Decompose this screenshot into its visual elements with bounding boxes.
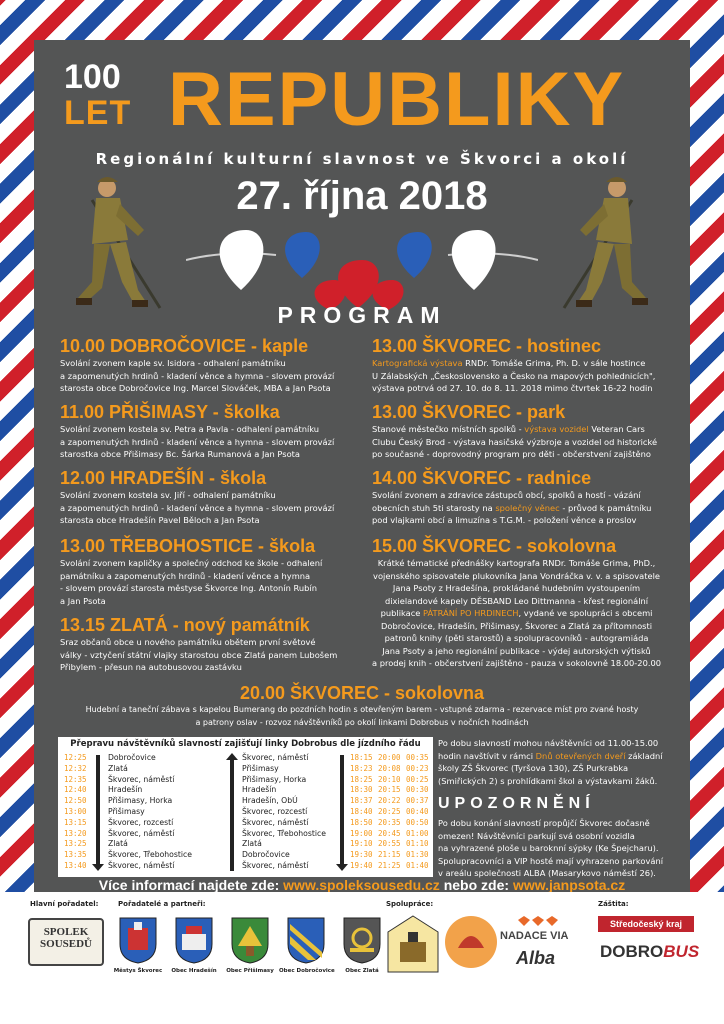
event-skvorec-radnice [372, 468, 651, 527]
event-line: Sraz občanů obce u nového památníku obětem první světové [60, 637, 316, 647]
event-evening [34, 683, 690, 729]
bus-timetable [58, 737, 433, 877]
event-line: publikace PÁTRÁNÍ PO HRDINECH, vydané ve spolupráci s obcemi [380, 608, 653, 618]
event-line: patronů knihy (pěti starostů) a spolupracovníků - autogramiáda [384, 633, 649, 643]
patronage-label: Záštita: [598, 900, 629, 908]
warning-line: omezen! Návštěvníci parkují svá osobní vozidla [438, 830, 635, 841]
departure-time: 20:55 [378, 839, 401, 849]
bus-stop: Škvorec, Třebohostice [242, 828, 326, 838]
bus-stop: Škvorec, náměstí [242, 817, 309, 827]
main-organizer-label: Hlavní pořadatel: [30, 900, 99, 908]
bus-stop: Zlatá [108, 763, 128, 773]
soldier-right-icon [562, 170, 662, 310]
departure-time: 01:00 [406, 828, 429, 838]
event-skvorec-park [372, 402, 657, 461]
sponsors-strip [0, 892, 724, 1024]
event-line: Clubu Český Brod - výstava hasičské výzbroje a vozidel od historické [372, 436, 658, 447]
departure-time: 21:15 [378, 850, 401, 860]
departure-time: 12:40 [64, 785, 87, 795]
departure-time: 13:40 [64, 860, 87, 870]
info-line: školy ZŠ Škvorec (Tyršova 130), ZŠ Purkrabka [438, 763, 629, 773]
departure-time: 20:35 [378, 817, 401, 827]
event-line: Krátké tématické přednášky kartografa RNDr. Tomáše Grima, PhD., [377, 558, 656, 568]
bus-stop: Hradešín [108, 785, 143, 795]
republiky-title: REPUBLIKY [168, 57, 626, 142]
link-spoleksousedu[interactable]: www.spoleksousedu.cz [283, 877, 440, 892]
nadace-via-logo: NADACE VIA [500, 930, 569, 942]
crest-label: Městys Škvorec [113, 968, 163, 974]
event-line: a zapomenutých hrdinů - kladení věnce a hymna - slovem provází [60, 436, 335, 447]
dobrobus-logo: DOBROBUS [600, 942, 700, 961]
bus-stop: Škvorec, náměstí [108, 860, 175, 870]
event-title: 10.00 DOBROČOVICE - kaple [60, 336, 309, 356]
departure-time: 18:50 [350, 817, 373, 827]
prisimasy-crest-icon [230, 916, 270, 964]
departure-time: 18:30 [350, 785, 373, 795]
event-line: dixielandové kapely DĚSBAND Leo Dittmanna - křest regionální [384, 595, 649, 606]
info-panel [438, 737, 678, 880]
info-line: Po dobu slavností mohou návštěvníci od 11.00-15.00 [438, 738, 659, 748]
event-line: Přibylem - přesun na autobusovou zastávku [60, 662, 242, 672]
info-line: (Smiřických 2) s prohlídkami škol a výstavkami žáků. [438, 775, 658, 786]
departure-time: 13:35 [64, 850, 87, 860]
return-stops [242, 753, 326, 872]
bus-stop: Zlatá [242, 839, 262, 849]
warning-line: Spolupracovníci a VIP hosté mají vyhrazeno parkování [438, 855, 664, 866]
highlight-text: PÁTRÁNÍ PO HRDINECH [423, 608, 519, 618]
nadace-via-dots-icon [516, 914, 560, 928]
event-line: a Jan Psota [60, 595, 106, 606]
event-prisimasy [60, 402, 334, 461]
bus-stop: Škvorec, Třebohostice [108, 850, 192, 860]
event-line: pod vlajkami obcí a limuzína s T.G.M. - položení věnce a proslov [372, 515, 637, 525]
warning-line: na vyhrazené ploše u baroknní sýpky (Ke Špejcharu). [438, 843, 659, 853]
departure-time: 20:10 [378, 774, 401, 784]
event-line: Stanové městečko místních spolků - výstava vozidel Veteran Cars [372, 424, 645, 434]
event-line: starosta obce Dobročovice Ing. Marcel Slováček, MBA a Jan Psota [60, 383, 331, 393]
event-line: obecních stuh 5ti starosty na společný věnec - průvod k památníku [372, 502, 652, 513]
crest-label: Obec Dobročovice [279, 968, 335, 974]
event-line: Svolání zvonem kaple sv. Isidora - odhalení památníku [60, 358, 286, 368]
event-line: Svolání zvonem kapličky a společný odchod ke škole - odhalení [60, 558, 323, 568]
event-line: výstava potrvá od 27. 10. do 8. 11. 2018 mimo čtvrtek 16-22 hodin [372, 383, 653, 393]
departure-time: 19:40 [350, 860, 373, 870]
event-line: Jana Psoty a jeho regionální publikace - výdej autorských výtisků [382, 645, 651, 656]
web-info: Více informací najdete zde: www.spoleksousedu.cz nebo zde: www.janpsota.cz [98, 877, 626, 892]
departure-time: 01:10 [406, 839, 429, 849]
departure-time: 20:25 [378, 806, 401, 816]
departure-time: 20:08 [378, 763, 401, 773]
spolek-sousedu-logo: SPOLEK SOUSEDŮ [28, 918, 104, 966]
event-title: 13.15 ZLATÁ - nový památník [60, 615, 310, 635]
event-trebohostice [60, 536, 322, 607]
warning-line: v areálu společnosti ALBA (Masarykovo náměstí 26). [438, 868, 656, 878]
event-title: 12.00 HRADEŠÍN - škola [60, 468, 267, 488]
bus-stop: Škvorec, náměstí [242, 860, 309, 870]
departure-time: 00:30 [406, 785, 429, 795]
bus-stop: Škvorec, rozcestí [108, 817, 174, 827]
soldier-left-icon [62, 170, 162, 310]
link-janpsota[interactable]: www.janpsota.cz [512, 877, 626, 892]
bus-stop: Dobročovice [242, 850, 290, 860]
event-date: 27. října 2018 [236, 174, 488, 218]
event-dobrocovice [60, 336, 334, 395]
cooperation-label: Spolupráce: [386, 900, 434, 908]
event-line: Hudební a taneční zábava s kapelou Bumerang do pozdních hodin s otevřeným barem - vstupné zdarma - rezervace míst pro zvané hosty [85, 705, 639, 714]
bus-stop: Zlatá [108, 839, 128, 849]
warning-line: Po dobu konání slavností propůjčí Škvorec dočasně [438, 818, 650, 828]
alba-logo: Alba [516, 948, 556, 968]
event-line: starosta obce Hradešín Pavel Běloch a Jan Psota [60, 515, 260, 525]
departure-time: 00:37 [406, 796, 429, 806]
departure-time: 12:32 [64, 763, 87, 773]
dobrocovice-crest-icon [286, 916, 326, 964]
departure-time: 21:25 [378, 860, 401, 870]
outbound-times [64, 753, 87, 872]
hundred-label: 100 [64, 58, 121, 96]
warning-title: UPOZORNĚNÍ [438, 795, 595, 812]
departure-time: 20:45 [378, 828, 401, 838]
event-line: památníku a zapomenutých hrdinů - kladení věnce a hymna [60, 570, 311, 581]
event-line: Kartografická výstava RNDr. Tomáše Grima, Ph. D. v sále hostince [372, 358, 646, 368]
bus-stop: Přišimasy [108, 806, 145, 816]
bus-stop: Škvorec, rozcestí [242, 806, 308, 816]
event-hradesin [60, 468, 334, 527]
departure-time: 12:25 [64, 753, 87, 762]
hradesin-crest-icon [174, 916, 214, 964]
return-times-3 [406, 753, 429, 872]
event-title: 13.00 TŘEBOHOSTICE - škola [60, 536, 316, 556]
departure-time: 00:23 [406, 763, 429, 773]
event-line: Dobročovice, Hradešín, Přišimasy, Škvorec a Zlatá za přítomnosti [381, 620, 653, 631]
departure-time: 19:10 [350, 839, 373, 849]
bus-stop: Přišimasy, Horka [108, 796, 173, 806]
departure-time: 20:15 [378, 785, 401, 795]
highlight-text: Kartografická výstava [372, 358, 463, 368]
departure-time: 01:40 [406, 860, 429, 870]
event-line: - slovem provází starosta městyse Škvorce Ing. Antonín Rubín [60, 583, 317, 593]
event-line: a zapomenutých hrdinů - kladení věnce a hymna - slovem provází [60, 370, 335, 381]
program-heading: PROGRAM [277, 302, 447, 328]
bus-stop: Hradešín [242, 785, 277, 795]
bus-stop: Hradešín, ObÚ [242, 796, 298, 806]
event-title: 15.00 ŠKVOREC - sokolovna [372, 536, 617, 556]
highlight-text: Dnů otevřených dveří [535, 750, 626, 761]
event-line: vojenského spisovatele plukovníka Jana Vondráčka v. v. a spisovatele [373, 570, 661, 581]
partners-label: Pořadatelé a partneři: [118, 900, 206, 908]
orange-circle-logo-icon [444, 914, 498, 970]
departure-time: 13:20 [64, 828, 87, 838]
event-line: po současné - doprovodný program pro děti - občerstvení zajištěno [372, 449, 651, 459]
event-line: starostka obce Přišimasy Bc. Šárka Rumanová a Jan Psota [60, 449, 301, 459]
departure-time: 18:37 [350, 796, 373, 806]
bus-stop: Přišimasy [242, 763, 279, 773]
bus-stop: Škvorec, náměstí [242, 753, 309, 762]
departure-time: 13:15 [64, 817, 87, 827]
event-line: a prodej knih - občerstvení zajištěno - pauza v sokolovně 18.00-20.00 [372, 658, 662, 668]
departure-time: 13:25 [64, 839, 87, 849]
departure-time: 20:22 [378, 796, 401, 806]
departure-time: 12:35 [64, 774, 87, 784]
poster-panel [34, 40, 690, 892]
event-zlata [60, 615, 337, 674]
event-line: a patrony oslav - rozvoz návštěvníků po okolí linkami Dobrobus v nočních hodinách [195, 717, 529, 727]
historical-society-logo-icon [386, 914, 440, 974]
event-title: 14.00 ŠKVOREC - radnice [372, 468, 592, 488]
outbound-stops [108, 753, 192, 872]
departure-time: 18:40 [350, 806, 373, 816]
event-title: 13.00 ŠKVOREC - park [372, 402, 566, 422]
departure-time: 01:30 [406, 850, 429, 860]
event-line: války - vztyčení státní vlajky starostou obce Zlatá panem Lubošem [60, 649, 338, 660]
subtitle: Regionální kulturní slavnost ve Škvorci a okolí [95, 150, 629, 168]
event-title: 11.00 PŘIŠIMASY - školka [60, 402, 280, 422]
skvorec-crest-icon [118, 916, 158, 964]
highlight-text: společný věnec [495, 502, 560, 513]
event-line: a zapomenutých hrdinů - kladení věnce a hymna - slovem provází [60, 502, 335, 513]
crest-label: Obec Zlatá [345, 968, 379, 974]
bus-stop: Přišimasy, Horka [242, 774, 307, 784]
departure-time: 00:50 [406, 817, 429, 827]
event-line: Jana Psoty z Hradešína, prokládané hudebním vystoupením [392, 583, 641, 593]
departure-time: 00:25 [406, 774, 429, 784]
return-times-1 [350, 753, 373, 872]
let-label: LET [64, 94, 132, 132]
crest-label: Obec Přišimasy [226, 968, 274, 974]
departure-time: 13:00 [64, 806, 87, 816]
stredocesky-kraj-logo: Středočeský kraj [598, 916, 694, 932]
crest-label: Obec Hradešín [171, 968, 217, 974]
departure-time: 19:00 [350, 828, 373, 838]
arrow-up-icon [230, 759, 234, 871]
info-line: hodin navštívit v rámci Dnů otevřených dveří základní [438, 750, 663, 761]
departure-time: 20:00 [378, 753, 401, 762]
arrow-down-icon [96, 755, 100, 865]
event-skvorec-hostinec [372, 336, 655, 395]
departure-time: 18:15 [350, 753, 373, 762]
event-title: 13.00 ŠKVOREC - hostinec [372, 336, 602, 356]
arrow-down-icon [340, 755, 344, 865]
event-line: Svolání zvonem kostela sv. Jiří - odhalení památníku [60, 490, 276, 500]
departure-time: 00:40 [406, 806, 429, 816]
departure-time: 00:35 [406, 753, 429, 762]
event-title: 20.00 ŠKVOREC - sokolovna [239, 683, 485, 703]
departure-time: 18:23 [350, 763, 373, 773]
zlata-crest-icon [342, 916, 382, 964]
bus-stop: Škvorec, náměstí [108, 828, 175, 838]
departure-time: 18:25 [350, 774, 373, 784]
linden-leaves-icon [186, 220, 538, 310]
departure-time: 12:50 [64, 796, 87, 806]
highlight-text: výstava vozidel [524, 424, 589, 434]
event-skvorec-sokolovna [372, 536, 661, 670]
departure-time: 19:30 [350, 850, 373, 860]
event-line: Svolání zvonem kostela sv. Petra a Pavla - odhalení památníku [60, 424, 320, 434]
bus-stop: Škvorec, náměstí [108, 774, 175, 784]
event-line: U Zálabských „Československo a Česko na mapových pohlednicích", [372, 370, 656, 381]
event-line: Svolání zvonem a zdravice zástupců obcí, spolků a hostí - vázání [372, 490, 641, 500]
timetable-title: Přepravu návštěvníků slavností zajišťují linky Dobrobus dle jízdního řádu [70, 739, 421, 749]
bus-stop: Dobročovice [108, 753, 156, 762]
return-times-2 [378, 753, 401, 872]
